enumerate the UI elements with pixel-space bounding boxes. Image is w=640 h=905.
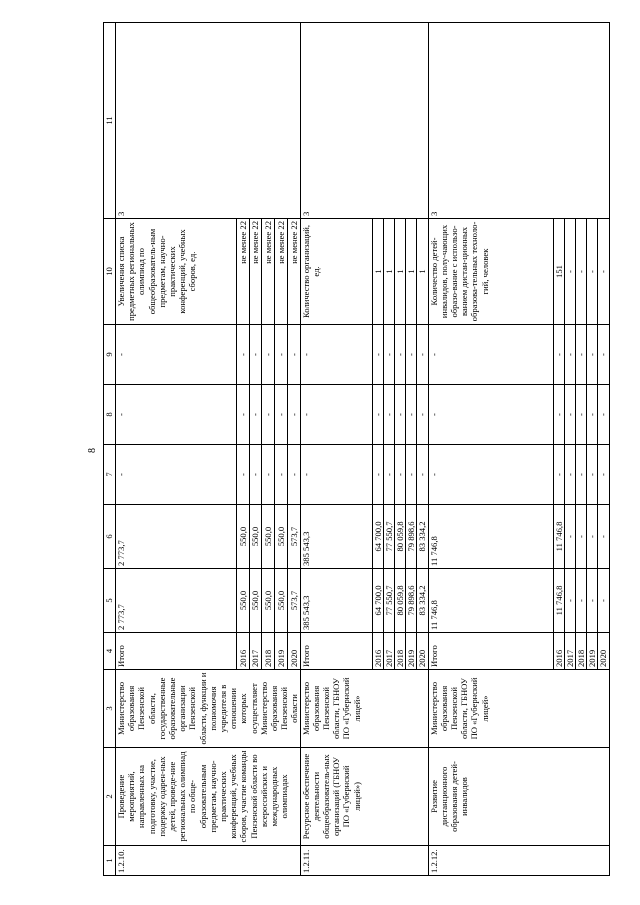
year-col8: -: [576, 385, 587, 445]
year-col6: 80 059,8: [395, 505, 406, 569]
year-col7: -: [598, 445, 609, 505]
executor: Министерство образования Пензенской области, ГБНОУ ПО «Губернский лицей»: [300, 670, 428, 748]
year-cell: 2019: [587, 633, 598, 670]
year-col7: -: [249, 445, 262, 505]
year-col5: -: [587, 569, 598, 633]
measure-number: 1.2.10.: [116, 846, 301, 876]
year-col8: -: [587, 385, 598, 445]
year-cell: 2018: [576, 633, 587, 670]
year-col6: 573,7: [287, 505, 300, 569]
year-indicator-value: -: [598, 219, 609, 325]
year-col5: 77 550,7: [383, 569, 394, 633]
year-col5: 64 700,0: [372, 569, 383, 633]
year-col5: -: [564, 569, 575, 633]
year-indicator-value: 1: [406, 219, 417, 325]
total-label: Итого: [300, 633, 372, 670]
total-col6: 2 773,7: [116, 505, 237, 569]
year-col8: -: [275, 385, 288, 445]
total-col9: -: [428, 325, 553, 385]
table-row: [300, 23, 372, 876]
year-col5: 550,0: [236, 569, 249, 633]
measure-name: Проведение мероприятий, направленных на подготовку, участие, подержку одарен-ных детей, проведе-ние региональных олимпиад по обще-образовательным предметам, научно-практических конференций, учебных сборов, участие команды Пензенской области во всероссийских и международных олимпиадах: [116, 748, 301, 846]
indicator-name: Количество детей-инвалидов, полу-чающих образо-вание с использо-ванием дистан-ционных образова-тельных техноло-гий, человек: [428, 219, 553, 325]
year-col9: -: [395, 325, 406, 385]
year-cell: 2020: [287, 633, 300, 670]
year-col5: 550,0: [275, 569, 288, 633]
year-col9: -: [553, 325, 564, 385]
indicator-name: Увеличения списка предметных региональных олимпиад по общеобразователь-ным предметам, научно-практических конференций, учебных сборов, ед.: [116, 219, 237, 325]
year-col7: -: [576, 445, 587, 505]
year-cell: 2017: [564, 633, 575, 670]
year-col6: 79 898,6: [406, 505, 417, 569]
total-col8: -: [428, 385, 553, 445]
year-col6: 11 746,8: [553, 505, 564, 569]
year-indicator-value: 1: [417, 219, 428, 325]
measure-name: Развитие дистанционного образования детей-инвалидов: [428, 748, 609, 846]
table-body: [116, 23, 610, 876]
year-col5: -: [576, 569, 587, 633]
indicator-name: Количество организаций, ед.: [300, 219, 372, 325]
year-cell: 2020: [417, 633, 428, 670]
year-col8: -: [287, 385, 300, 445]
measure-name: Ресурсное обеспечение деятельности общеобразователь-ных организаций (ГБНОУ ПО «Губернский лицей»): [300, 748, 428, 846]
year-col7: -: [383, 445, 394, 505]
year-cell: 2016: [236, 633, 249, 670]
year-col7: -: [564, 445, 575, 505]
measure-number: 1.2.11.: [300, 846, 428, 876]
year-indicator-value: не менее 22: [287, 219, 300, 325]
year-col5: 80 059,8: [395, 569, 406, 633]
year-col7: -: [587, 445, 598, 505]
year-cell: 2018: [395, 633, 406, 670]
year-col7: -: [287, 445, 300, 505]
year-col9: -: [383, 325, 394, 385]
year-col9: -: [372, 325, 383, 385]
year-col8: -: [262, 385, 275, 445]
year-col6: 550,0: [236, 505, 249, 569]
priority-code: 3: [300, 23, 428, 219]
year-cell: 2017: [249, 633, 262, 670]
total-col6: 385 543,3: [300, 505, 372, 569]
total-label: Итого: [428, 633, 553, 670]
year-cell: 2016: [372, 633, 383, 670]
year-col9: -: [598, 325, 609, 385]
year-indicator-value: не менее 22: [249, 219, 262, 325]
measure-number: 1.2.12.: [428, 846, 609, 876]
total-col5: 385 543,3: [300, 569, 372, 633]
total-col7: -: [428, 445, 553, 505]
year-col7: -: [262, 445, 275, 505]
year-cell: 2016: [553, 633, 564, 670]
year-col9: -: [275, 325, 288, 385]
year-col5: 550,0: [262, 569, 275, 633]
year-col9: -: [417, 325, 428, 385]
total-col9: -: [300, 325, 372, 385]
year-col8: -: [395, 385, 406, 445]
year-col5: 573,7: [287, 569, 300, 633]
year-col9: -: [587, 325, 598, 385]
year-col9: -: [236, 325, 249, 385]
header-cell: 10: [104, 219, 116, 325]
total-col9: -: [116, 325, 237, 385]
year-col8: -: [406, 385, 417, 445]
year-indicator-value: 1: [395, 219, 406, 325]
year-col6: 83 334,2: [417, 505, 428, 569]
year-col9: -: [287, 325, 300, 385]
year-indicator-value: не менее 22: [262, 219, 275, 325]
header-cell: 6: [104, 505, 116, 569]
year-col6: 550,0: [275, 505, 288, 569]
table-row: [428, 23, 553, 876]
header-cell: 8: [104, 385, 116, 445]
year-col9: -: [564, 325, 575, 385]
year-indicator-value: не менее 22: [275, 219, 288, 325]
priority-code: 3: [116, 23, 301, 219]
year-col9: -: [262, 325, 275, 385]
header-cell: 1: [104, 846, 116, 876]
header-row: [104, 23, 116, 876]
total-col8: -: [116, 385, 237, 445]
total-col8: -: [300, 385, 372, 445]
year-col8: -: [236, 385, 249, 445]
year-col9: -: [249, 325, 262, 385]
year-col9: -: [576, 325, 587, 385]
executor: Министерство образования Пензенской области, государственные образовательные организации Пензенской области, функции и полномочия учредителя в отношении которых осуществляет Министерство образования Пензенской области: [116, 670, 301, 748]
year-col8: -: [249, 385, 262, 445]
year-cell: 2019: [275, 633, 288, 670]
year-col6: -: [587, 505, 598, 569]
year-col6: 550,0: [249, 505, 262, 569]
year-col5: 11 746,8: [553, 569, 564, 633]
year-col6: -: [564, 505, 575, 569]
total-col5: 11 746,8: [428, 569, 553, 633]
year-indicator-value: -: [576, 219, 587, 325]
year-col7: -: [417, 445, 428, 505]
year-cell: 2017: [383, 633, 394, 670]
total-col7: -: [300, 445, 372, 505]
year-col5: -: [598, 569, 609, 633]
year-indicator-value: не менее 22: [236, 219, 249, 325]
page-number: 8: [87, 448, 98, 453]
year-col6: 550,0: [262, 505, 275, 569]
year-col7: -: [275, 445, 288, 505]
total-col5: 2 773,7: [116, 569, 237, 633]
year-col5: 550,0: [249, 569, 262, 633]
header-cell: 11: [104, 23, 116, 219]
year-cell: 2018: [262, 633, 275, 670]
year-col6: 64 700,0: [372, 505, 383, 569]
year-col9: -: [406, 325, 417, 385]
total-col7: -: [116, 445, 237, 505]
executor: Министерство образования Пензенской области, ГБНОУ ПО «Губернский лицей»: [428, 670, 609, 748]
total-col6: 11 746,8: [428, 505, 553, 569]
total-label: Итого: [116, 633, 237, 670]
year-col5: 79 898,6: [406, 569, 417, 633]
year-indicator-value: 1: [372, 219, 383, 325]
year-indicator-value: -: [587, 219, 598, 325]
header-cell: 4: [104, 633, 116, 670]
program-measures-table: [103, 22, 610, 876]
header-cell: 7: [104, 445, 116, 505]
year-col8: -: [553, 385, 564, 445]
year-col8: -: [564, 385, 575, 445]
year-cell: 2020: [598, 633, 609, 670]
year-col7: -: [395, 445, 406, 505]
year-col7: -: [236, 445, 249, 505]
year-col7: -: [372, 445, 383, 505]
year-col8: -: [372, 385, 383, 445]
year-col6: -: [576, 505, 587, 569]
rotated-table-wrapper: [103, 23, 609, 876]
year-col6: 77 550,7: [383, 505, 394, 569]
header-cell: 5: [104, 569, 116, 633]
priority-code: 3: [428, 23, 609, 219]
year-indicator-value: -: [564, 219, 575, 325]
year-indicator-value: 151: [553, 219, 564, 325]
year-col8: -: [417, 385, 428, 445]
year-col6: -: [598, 505, 609, 569]
table-row: [116, 23, 237, 876]
year-col8: -: [383, 385, 394, 445]
header-cell: 3: [104, 670, 116, 748]
header-cell: 2: [104, 748, 116, 846]
header-cell: 9: [104, 325, 116, 385]
year-col8: -: [598, 385, 609, 445]
year-col5: 83 334,2: [417, 569, 428, 633]
year-col7: -: [553, 445, 564, 505]
year-indicator-value: 1: [383, 219, 394, 325]
year-cell: 2019: [406, 633, 417, 670]
year-col7: -: [406, 445, 417, 505]
